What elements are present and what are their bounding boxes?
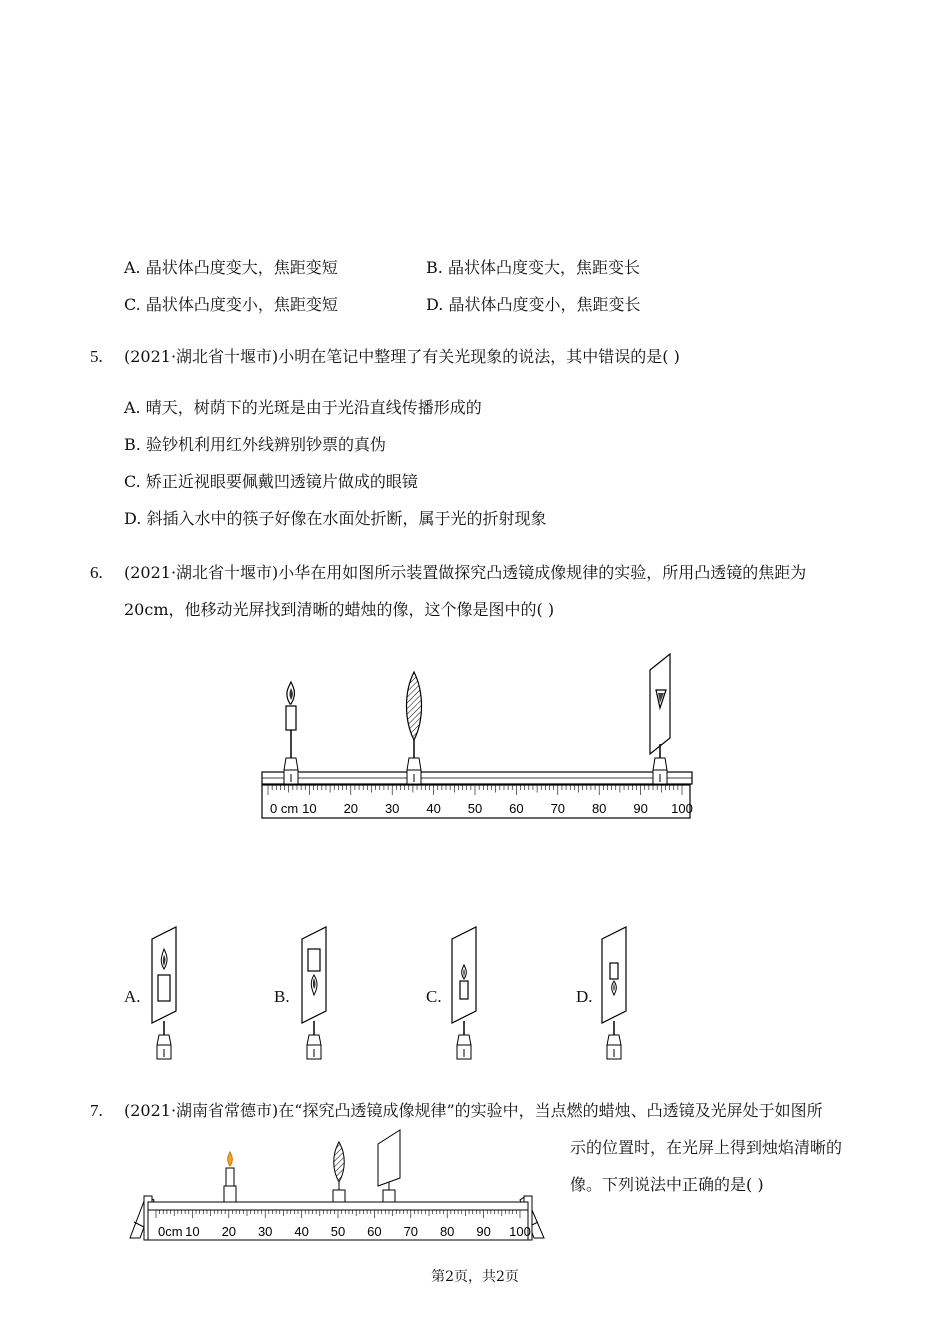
choice-c-image [448,925,484,1063]
q5-option-a: A. 晴天，树荫下的光斑是由于光沿直线传播形成的 [124,398,482,417]
ruler-label: 50 [330,1224,346,1239]
choice-a-label: A. [124,987,141,1006]
ruler-label: 70 [550,801,566,816]
ruler-label: 70 [403,1224,419,1239]
ruler-label: 10 [302,801,317,816]
ruler-label: 30 [257,1224,273,1239]
ruler-label: 80 [591,801,607,816]
ruler-label: 20 [221,1224,237,1239]
optical-bench-figure [258,648,698,823]
ruler-label: 0cm [158,1224,183,1239]
option-a: A. 晶状体凸度变大，焦距变短 [124,258,338,277]
question-6-stem-line2: 20cm，他移动光屏找到清晰的蜡烛的像，这个像是图中的( ) [124,600,555,619]
q7-convex-lens [333,1142,345,1202]
question-5-stem: (2021·湖北省十堰市)小明在笔记中整理了有关光现象的说法，其中错误的是( ) [124,347,680,366]
ruler-label: 90 [476,1224,491,1239]
ruler-label: 60 [509,801,524,816]
page-footer: 第2页，共2页 [431,1269,519,1285]
choice-d-label: D. [576,987,593,1006]
ruler-label: 40 [426,801,441,816]
q7-candle [224,1152,236,1202]
choice-b-label: B. [274,987,290,1006]
option-c: C. 晶状体凸度变小，焦距变短 [124,295,338,314]
ruler-label: 0 cm [270,801,299,816]
choice-a-image [148,925,184,1063]
question-7-stem-line3: 像。下列说法中正确的是( ) [570,1175,764,1194]
q5-option-d: D. 斜插入水中的筷子好像在水面处折断，属于光的折射现象 [124,509,547,528]
candle [284,682,298,784]
question-7-stem-line2: 示的位置时，在光屏上得到烛焰清晰的 [570,1138,843,1157]
question-5-number: 5. [90,347,103,366]
ruler-label: 90 [633,801,648,816]
ruler-label: 20 [343,801,359,816]
question-6-stem-line1: (2021·湖北省十堰市)小华在用如图所示装置做探究凸透镜成像规律的实验，所用凸透镜的焦距为 [124,563,807,582]
option-d: D. 晶状体凸度变小，焦距变长 [426,295,641,314]
ruler-label: 30 [384,801,400,816]
convex-lens [407,672,422,784]
q5-option-c: C. 矫正近视眼要佩戴凹透镜片做成的眼镜 [124,472,418,491]
question-7-stem-line1: (2021·湖南省常德市)在“探究凸透镜成像规律”的实验中，当点燃的蜡烛、凸透镜及光屏处于如图所 [124,1101,823,1120]
ruler-label: 50 [467,801,483,816]
question-6-number: 6. [90,563,103,582]
question-7-number: 7. [90,1101,103,1120]
ruler-label: 10 [185,1224,200,1239]
ruler-label: 100 [509,1224,531,1239]
choice-c-label: C. [426,987,442,1006]
q7-light-screen [378,1130,400,1202]
ruler-label: 100 [671,801,693,816]
choice-d-image [598,925,634,1063]
ruler-label: 80 [439,1224,455,1239]
light-screen [650,654,670,784]
choice-b-image [298,925,334,1063]
ruler-label: 40 [294,1224,309,1239]
q7-optical-bench-figure [126,1126,554,1244]
ruler-label: 60 [367,1224,382,1239]
option-b: B. 晶状体凸度变大，焦距变长 [426,258,640,277]
q5-option-b: B. 验钞机利用红外线辨别钞票的真伪 [124,435,386,454]
